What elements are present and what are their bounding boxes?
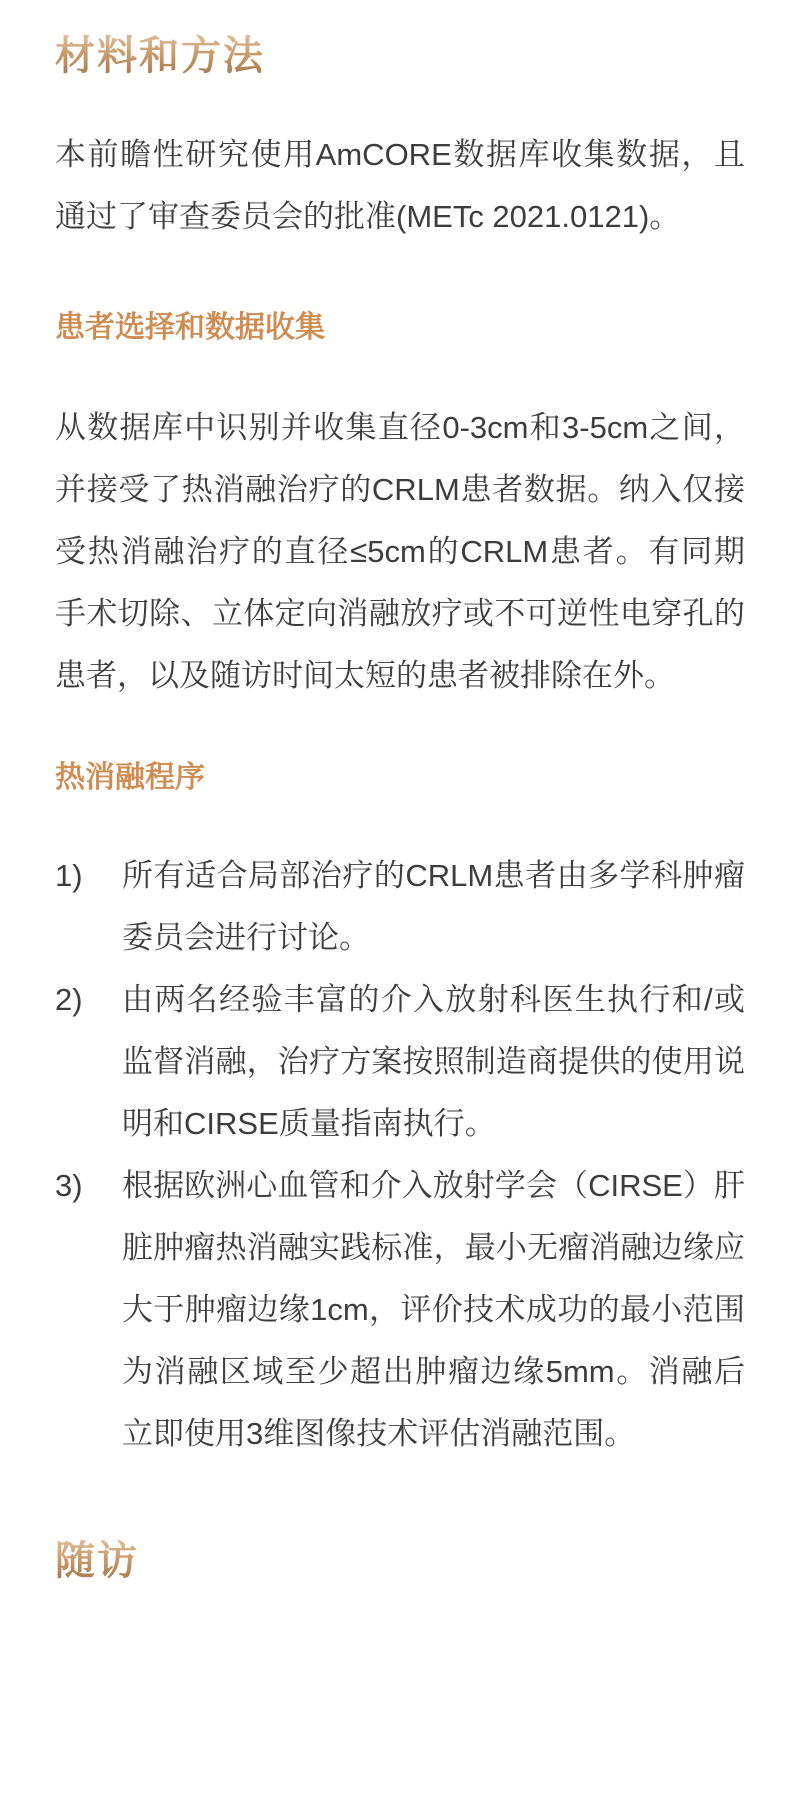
list-item (55, 1155, 745, 1465)
list-item-marker: 3) (55, 1168, 83, 1203)
subheading-thermal-ablation-procedure: 热消融程序 (55, 761, 205, 794)
list-item-text: 所有适合局部治疗的CRLM患者由多学科肿瘤委员会进行讨论。 (122, 858, 745, 955)
list-item (55, 969, 745, 1155)
section-heading-followup: 随访 (55, 1537, 745, 1585)
list-item-text: 根据欧洲心血管和介入放射学会（CIRSE）肝脏肿瘤热消融实践标准，最小无瘤消融边缘应大于肿瘤边缘1cm，评价技术成功的最小范围为消融区域至少超出肿瘤边缘5mm。消融后立即使用3维图像技术评估消融范围。 (122, 1168, 745, 1451)
list-item-text: 由两名经验丰富的介入放射科医生执行和/或监督消融，治疗方案按照制造商提供的使用说明和CIRSE质量指南执行。 (122, 982, 745, 1141)
list-item-marker: 1) (55, 858, 83, 893)
list-item (55, 845, 745, 969)
paragraph-patient-selection: 从数据库中识别并收集直径0-3cm和3-5cm之间， 并接受了热消融治疗的CRLM患者数据。纳入仅接受热消融治疗的直径≤5cm的CRLM患者。有同期手术切除、立体定向消融放疗或不可逆性电穿孔的患者，以及随访时间太短的患者被排除在外。 (55, 410, 745, 693)
section-heading-materials-and-methods: 材料和方法 (55, 32, 745, 80)
paragraph-database-approval: 本前瞻性研究使用AmCORE数据库收集数据，且通过了审查委员会的批准(METc 2021.0121)。 (55, 137, 745, 234)
subheading-patient-selection: 患者选择和数据收集 (55, 311, 325, 344)
list-item-marker: 2) (55, 982, 83, 1017)
procedure-list (55, 845, 745, 1465)
